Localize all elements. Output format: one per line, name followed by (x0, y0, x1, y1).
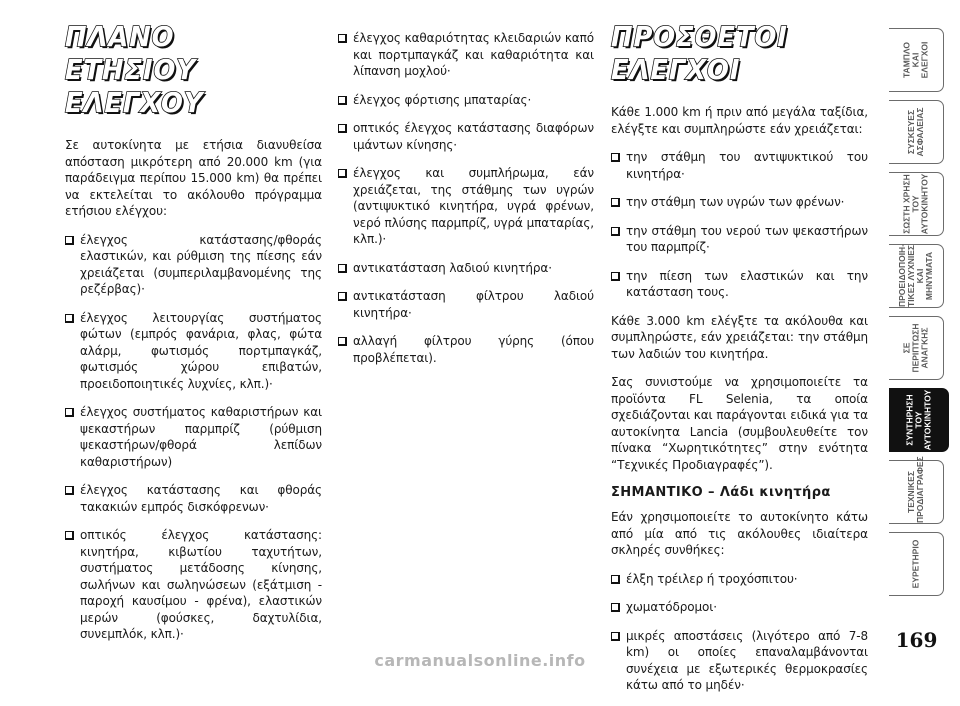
tab-label: ΣΥΣΚΕΥΕΣ ΑΣΦΑΛΕΙΑΣ (906, 107, 925, 157)
checkbox-bullet-icon (338, 264, 347, 273)
checkbox-bullet-icon (611, 198, 620, 207)
checkbox-bullet-icon (338, 34, 347, 43)
checklist-text: έλεγχος συστήματος καθαριστήρων και ψεκαστήρων παρμπρίζ (ρύθμιση ψεκαστήρων/φθορά λεπίδων καθαριστήρων) (80, 405, 322, 469)
column-annual-plan-continued (338, 30, 594, 378)
checklist-item (338, 288, 594, 321)
tab-dashboard-controls[interactable] (889, 28, 944, 92)
checklist-text: έλξη τρέιλερ ή τροχόσπιτου· (626, 571, 798, 586)
title-line: ΠΡΟΣΘΕΤΟΙ (611, 20, 788, 53)
checklist-item (338, 30, 594, 80)
checkbox-bullet-icon (65, 531, 74, 540)
checkbox-bullet-icon (65, 486, 74, 495)
checklist-item (611, 571, 868, 588)
checkbox-bullet-icon (65, 236, 74, 245)
checkbox-bullet-icon (611, 575, 620, 584)
title-line: ΕΛΕΓΧΟΙ (611, 53, 741, 86)
checkbox-bullet-icon (338, 169, 347, 178)
checklist-text: αντικατάσταση λαδιού κινητήρα· (353, 260, 552, 275)
checklist-item (65, 482, 322, 515)
tab-correct-use[interactable] (889, 172, 944, 236)
checkbox-bullet-icon (611, 153, 620, 162)
checklist-text: έλεγχος καθαριότητας κλειδαριών καπό και πορτμπαγκάζ και καθαριότητα και λίπανση μοχλού· (353, 31, 594, 78)
checklist-text: έλεγχος και συμπλήρωμα, εάν χρειάζεται, της στάθμης των υγρών (αντιψυκτικό κινητήρα, υγρά φρένων, νερό πλύσης παρμπρίζ, υγρά μπαταρίας, κλπ.)· (353, 166, 594, 246)
title-line: ΕΛΕΓΧΟΥ (65, 86, 204, 119)
section-title-annual-plan (65, 20, 301, 119)
checklist-item (338, 333, 594, 366)
checklist-item (338, 260, 594, 277)
checklist-item (338, 165, 594, 248)
checklist-text: την στάθμη του αντιψυκτικού του κινητήρα· (626, 150, 868, 181)
tab-index[interactable] (889, 532, 944, 596)
checkbox-bullet-icon (611, 272, 620, 281)
tab-label: ΣΕ ΠΕΡΙΠΤΩΣΗ ΑΝΑΓΚΗΣ (901, 323, 930, 373)
checklist-text: οπτικός έλεγχος κατάστασης: κινητήρα, κιβωτίου ταχυτήτων, συστήματος μετάδοσης κίνησης, σωλήνων και σωληνώσεων (εξάτμιση - παροχή καυσίμου - φρένα), ελαστικών μερών (φούσκες, δαχτυλίδια, συνεμπλόκ, κλπ.)· (80, 528, 322, 641)
checklist-text: την στάθμη των υγρών των φρένων· (626, 195, 845, 209)
checklist-text: οπτικός έλεγχος κατάστασης διαφόρων ιμάντων κίνησης· (353, 121, 594, 152)
tab-warning-lights[interactable] (889, 244, 944, 308)
intro-paragraph: Κάθε 1.000 km ή πριν από μεγάλα ταξίδια, ελέγξτε και συμπληρώστε εάν χρειάζεται: (611, 105, 868, 136)
tab-safety-devices[interactable] (889, 100, 944, 164)
checklist-text: αλλαγή φίλτρου γύρης (όπου προβλέπεται). (353, 334, 594, 365)
intro-paragraph: Σε αυτοκίνητα με ετήσια διανυθείσα απόσταση μικρότερη από 20.000 km (για παράδειγμα περίπου 15.000 km) θα πρέπει να εκτελείται το ακόλουθο πρόγραμμα ετήσιου ελέγχου: (65, 138, 322, 218)
checklist-item (338, 120, 594, 153)
paragraph-fl-selenia: Σας συνιστούμε να χρησιμοποιείτε τα προϊόντα FL Selenia, τα οποία σχεδιάζονται και παράγονται ειδικά για τα αυτοκίνητα Lancia (συμβουλευθείτε τον πίνακα “Χωρητικότητες” στην ενότητα “Τεχνικές Προδιαγραφές”). (611, 375, 868, 472)
checklist-text: μικρές αποστάσεις (λιγότερο από 7-8 km) οι οποίες επαναλαμβάνονται συνέχεια με εξωτερικές θερμοκρασίες κάτω από το μηδέν· (626, 628, 868, 692)
checklist-item (338, 92, 594, 109)
checklist-item (65, 232, 322, 298)
checklist-item (65, 527, 322, 643)
checkbox-bullet-icon (338, 96, 347, 105)
checklist-item (611, 268, 868, 301)
checkbox-bullet-icon (65, 314, 74, 323)
tab-label: ΣΥΝΤΗΡΗΣΗ ΤΟΥ ΑΥΤΟΚΙΝΗΤΟΥ (904, 389, 932, 451)
checklist-item (65, 310, 322, 393)
checklist-item (611, 223, 868, 256)
tab-technical-specs[interactable] (889, 456, 944, 524)
watermark: carmanualsonline.info (374, 651, 586, 670)
tab-label: ΤΕΧΝΙΚΕΣ ΠΡΟΔΙΑΓΡΑΦΕΣ (906, 456, 925, 523)
checkbox-bullet-icon (338, 292, 347, 301)
checklist-text: αντικατάσταση φίλτρου λαδιού κινητήρα· (353, 289, 594, 320)
checklist-text: την πίεση των ελαστικών και την κατάσταση τους. (626, 268, 868, 299)
section-title-additional-checks (611, 20, 847, 86)
checkbox-bullet-icon (65, 408, 74, 417)
checklist-text: έλεγχος φόρτισης μπαταρίας· (353, 92, 532, 107)
checkbox-bullet-icon (611, 603, 620, 612)
column-additional-checks (611, 20, 868, 706)
checklist-text: χωματόδρομοι· (626, 600, 717, 614)
paragraph-3000km: Κάθε 3.000 km ελέγξτε τα ακόλουθα και συμπληρώστε, εάν χρειάζεται: την στάθμη των λαδιών του κινητήρα. (611, 313, 868, 361)
checkbox-bullet-icon (611, 632, 620, 641)
checkbox-bullet-icon (338, 337, 347, 346)
checklist-text: έλεγχος κατάστασης και φθοράς τακακιών εμπρός δισκόφρενων· (80, 483, 322, 514)
checklist-item (611, 194, 868, 211)
checklist-item (611, 599, 868, 616)
page-number: 169 (895, 628, 938, 652)
tab-label: ΣΩΣΤΗ ΧΡΗΣΗ ΤΟΥ ΑΥΤΟΚΙΝΗΤΟΥ (901, 173, 930, 235)
checklist-item (65, 404, 322, 470)
tab-maintenance[interactable] (889, 388, 949, 452)
column-annual-plan (65, 20, 322, 655)
checklist-text: έλεγχος λειτουργίας συστήματος φώτων (εμπρός φανάρια, φλας, φώτα αλάρμ, φωτισμός πορτμπαγκάζ, φωτισμός χώρου επιβατών, προειδοποιητικές λυχνίες, κλπ.)· (80, 310, 322, 391)
checklist-text: έλεγχος κατάστασης/φθοράς ελαστικών, και ρύθμιση της πίεσης εάν χρειάζεται (συμπεριλαμβανομένης της ρεζέρβας)· (80, 232, 322, 296)
tab-emergency[interactable] (889, 316, 944, 380)
important-heading: ΣΗΜΑΝΤΙΚΟ – Λάδι κινητήρα (611, 485, 831, 500)
tab-label: ΤΑΜΠΛΟ ΚΑΙ ΕΛΕΓΧΟΙ (901, 41, 930, 79)
checkbox-bullet-icon (338, 124, 347, 133)
tab-label: ΕΥΡΕΤΗΡΙΟ (910, 539, 921, 589)
checklist-item (611, 149, 868, 182)
title-line: ΠΛΑΝΟ ΕΤΗΣΙΟΥ (65, 20, 196, 86)
paragraph-severe-conditions: Εάν χρησιμοποιείτε το αυτοκίνητο κάτω από μία από τις ακόλουθες ιδιαίτερα σκληρές συνθήκες: (611, 510, 868, 557)
checklist-text: την στάθμη του νερού των ψεκαστήρων του παρμπρίζ· (626, 223, 868, 254)
tab-label: ΠΡΟΕΙΔΟΠΟΙΗ- ΤΙΚΕΣ ΛΥΧΝΙΕΣ ΚΑΙ ΜΗΝΥΜΑΤΑ (897, 243, 934, 307)
checkbox-bullet-icon (611, 227, 620, 236)
